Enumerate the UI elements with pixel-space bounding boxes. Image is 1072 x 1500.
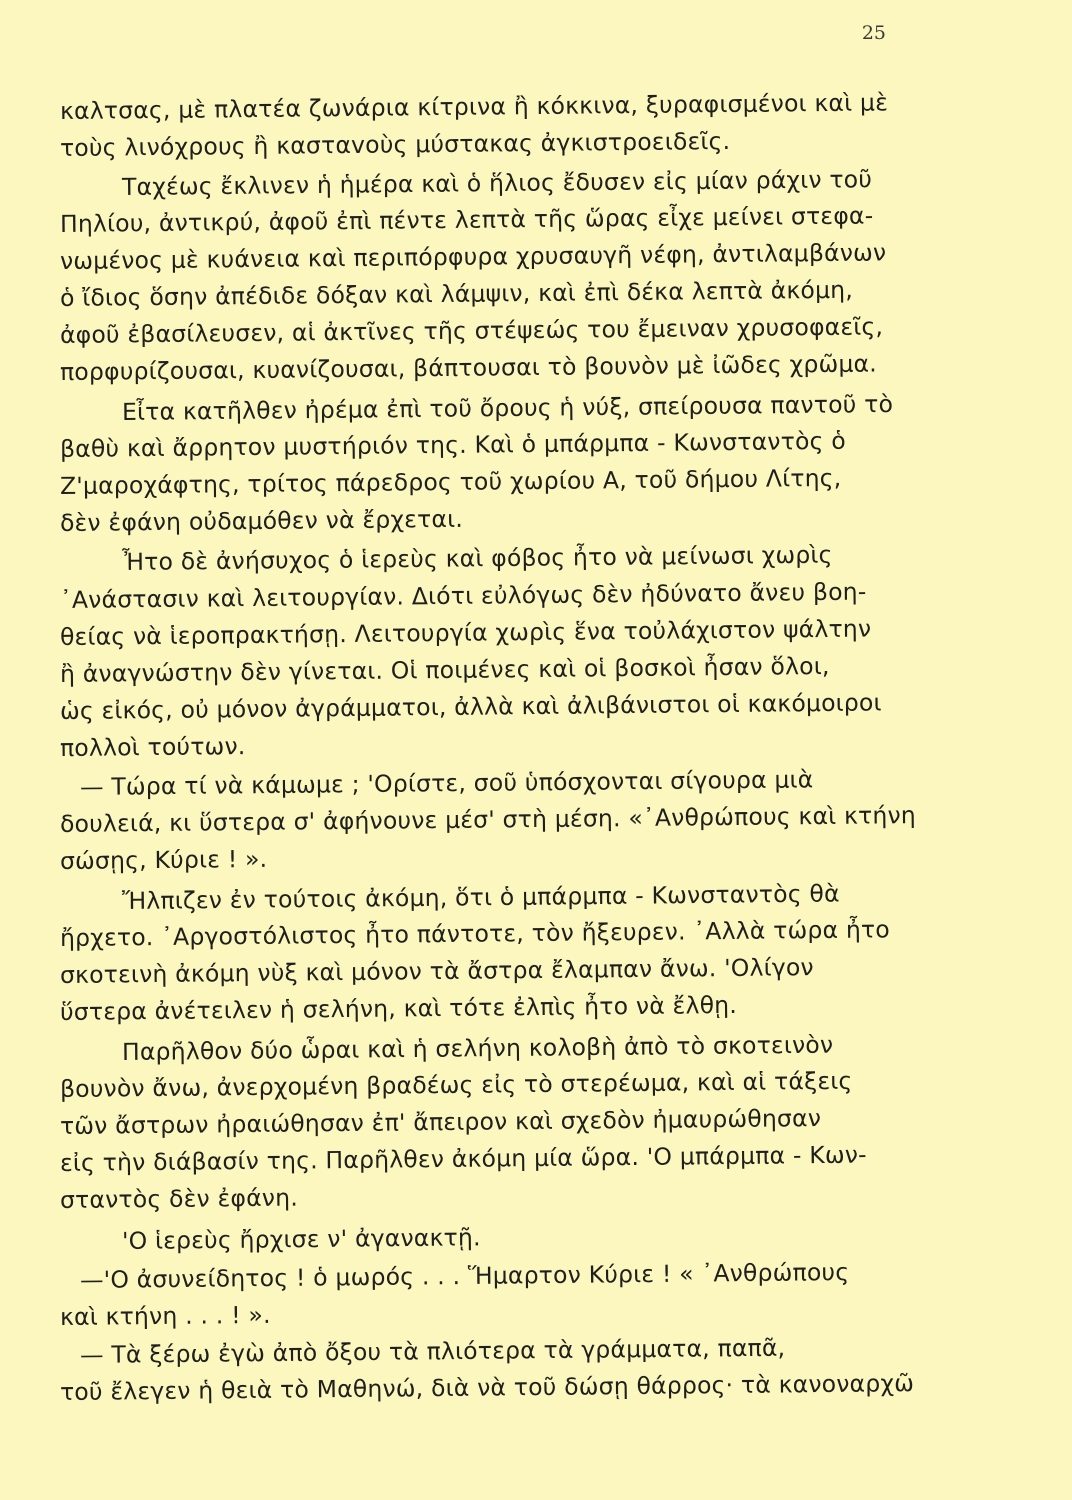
text-line: Εἶτα κατῆλθεν ἠρέμα ἐπὶ τοῦ ὄρους ἡ νύξ, σπείρουσα παντοῦ τὸ	[121, 389, 894, 426]
text-line: σταντὸς δὲν ἐφάνη.	[59, 1183, 299, 1214]
text-line: πορφυρίζουσαι, κυανίζουσαι, βάπτουσαι τὸ βουνὸν μὲ ἰῶδες χρῶμα.	[59, 349, 878, 386]
text-line: νωμένος μὲ κυάνεια καὶ περιπόρφυρα χρυσαυγῆ νέφη, ἀντιλαμβάνων	[59, 238, 887, 275]
text-line: Ἦτο δὲ ἀνήσυχος ὁ ἱερεὺς καὶ φόβος ἦτο νὰ μείνωσι χωρὶς	[121, 540, 833, 576]
text-line: δουλειά, κι ὕστερα σ' ἀφήνουνε μέσ' στὴ μέση. «᾿Ανθρώπους καὶ κτήνη	[59, 801, 917, 838]
text-line: ἢ ἀναγνώστην δὲν γίνεται. Οἱ ποιμένες καὶ οἱ βοσκοὶ ἦσαν ὅλοι,	[59, 651, 830, 688]
text-line: δὲν ἐφάνη οὐδαμόθεν νὰ ἔρχεται.	[59, 504, 464, 537]
text-line: — Τὰ ξέρω ἐγὼ ἀπὸ ὄξου τὰ πλιότερα τὰ γράμματα, παπᾶ,	[79, 1333, 786, 1369]
text-line: ἀφοῦ ἐβασίλευσεν, αἱ ἀκτῖνες τῆς στέψεώς του ἔμειναν χρυσοφαεῖς,	[59, 312, 884, 349]
text-line: Ταχέως ἔκλινεν ἡ ἡμέρα καὶ ὁ ἥλιος ἔδυσεν εἰς μίαν ράχιν τοῦ	[121, 165, 873, 201]
text-line: Παρῆλθον δύο ὧραι καὶ ἡ σελήνη κολοβὴ ἀπὸ τὸ σκοτεινὸν	[121, 1030, 834, 1066]
text-line: ὁ ἴδιος ὅσην ἀπέδιδε δόξαν καὶ λάμψιν, καὶ ἐπὶ δέκα λεπτὰ ἀκόμη,	[59, 275, 854, 312]
text-line: εἰς τὴν διάβασίν της. Παρῆλθεν ἀκόμη μία ὥρα. 'Ο μπάρμπα - Κων-	[59, 1140, 867, 1177]
text-line: καὶ κτήνη . . . ! ».	[59, 1300, 271, 1331]
text-line: βουνὸν ἄνω, ἀνερχομένη βραδέως εἰς τὸ στερέωμα, καὶ αἱ τάξεις	[59, 1066, 853, 1103]
text-line: τῶν ἄστρων ἠραιώθησαν ἐπ' ἄπειρον καὶ σχεδὸν ἠμαυρώθησαν	[59, 1104, 822, 1140]
text-line: ὕστερα ἀνέτειλεν ἡ σελήνη, καὶ τότε ἐλπὶς ἦτο νὰ ἔλθῃ.	[59, 990, 738, 1026]
text-line: —'Ο ἀσυνείδητος ! ὁ μωρός . . . Ἥμαρτον Κύριε ! « ᾿Ανθρώπους	[79, 1257, 850, 1294]
text-line: θείας νὰ ἱεροπρακτήσῃ. Λειτουργία χωρὶς ἕνα τοὐλάχιστον ψάλτην	[59, 614, 872, 651]
text-line: ὡς εἰκός, οὐ μόνον ἀγράμματοι, ἀλλὰ καὶ ἀλιβάνιστοι οἱ κακόμοιροι	[59, 688, 882, 725]
text-line: τοὺς λινόχρους ἢ κασταvοὺς μύστακας ἀγκιστροειδεῖς.	[59, 126, 731, 162]
text-line: 'Ο ἱερεὺς ἤρχισε ν' ἀγανακτῇ.	[121, 1223, 481, 1255]
text-line: σκοτεινὴ ἀκόμη νὺξ καὶ μόνον τὰ ἄστρα ἔλαμπαν ἄνω. 'Ολίγον	[59, 953, 814, 989]
text-line: ἤρχετο. ᾿Αργοστόλιστος ἦτο πάντοτε, τὸν ἤξευρεν. ᾿Αλλὰ τώρα ἦτο	[59, 915, 891, 952]
text-line: βαθὺ καὶ ἄρρητον μυστήριόν της. Καὶ ὁ μπάρμπα - Κωνσταντὸς ὁ	[59, 426, 846, 463]
text-line: πολλοὶ τούτων.	[59, 732, 246, 762]
text-line: Ἤλπιζεν ἐν τούτοις ἀκόμη, ὅτι ὁ μπάρμπα - Κωνσταντὸς θὰ	[121, 879, 840, 915]
text-line: σώσῃς, Κύριε ! ».	[59, 844, 268, 875]
page-number: 25	[861, 22, 886, 44]
text-line: καλτσας, μὲ πλατέα ζωνάρια κίτρινα ἢ κόκκινα, ξυραφισμένοι καὶ μὲ	[59, 88, 889, 125]
text-line: τοῦ ἔλεγεν ἡ θειὰ τὸ Μαθηνώ, διὰ νὰ τοῦ δώσῃ θάρρος· τὰ κανοναρχῶ	[59, 1369, 915, 1406]
text-line: Ζ'μαροχάφτης, τρίτος πάρεδρος τοῦ χωρίου Α, τοῦ δήμου Λίτης,	[59, 463, 842, 500]
text-line: ᾿Ανάστασιν καὶ λειτουργίαν. Διότι εὐλόγως δὲν ἠδύνατο ἄνευ βοη-	[59, 577, 867, 614]
text-line: — Τώρα τί νὰ κάμωμε ; 'Ορίστε, σοῦ ὑπόσχονται σίγουρα μιὰ	[79, 765, 814, 801]
text-line: Πηλίου, ἀντικρύ, ἀφοῦ ἐπὶ πέντε λεπτὰ τῆς ὥρας εἶχε μείνει στεφα-	[59, 201, 874, 238]
